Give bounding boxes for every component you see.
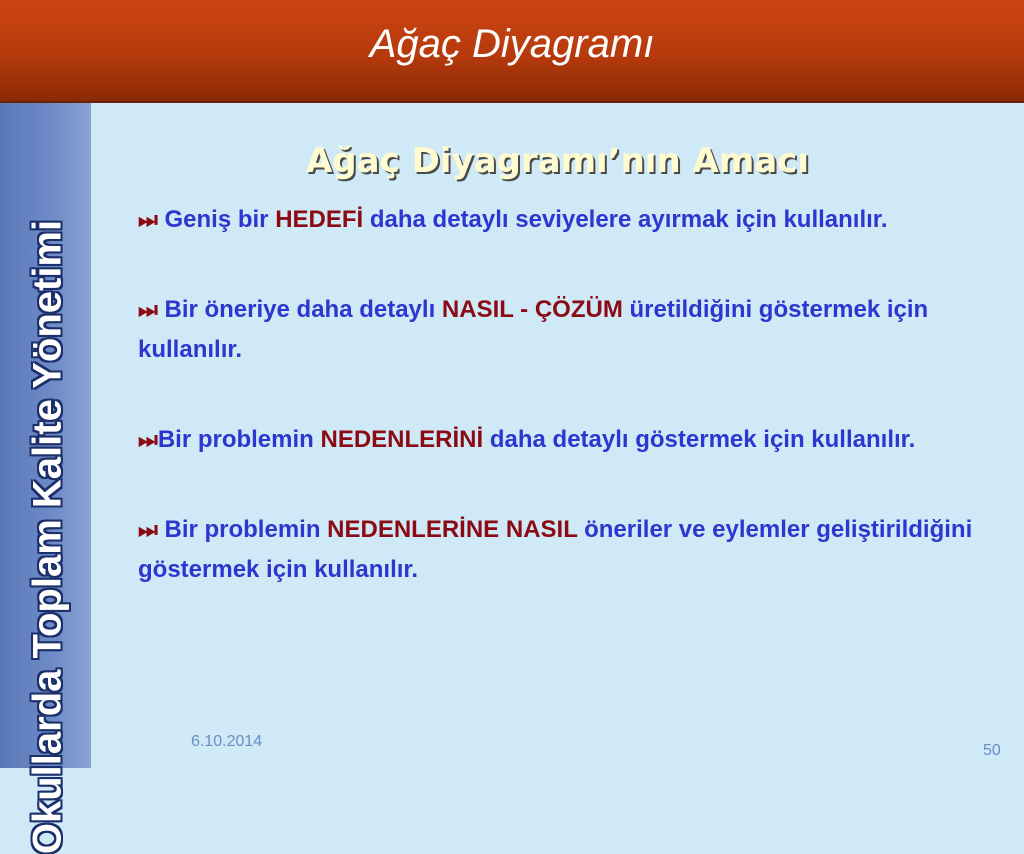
bullet-highlight: NEDENLERİNİ — [320, 426, 484, 453]
bullet-text: Bir öneriye daha detaylı — [157, 296, 442, 323]
bullet-item — [138, 200, 998, 240]
bullet-item — [138, 420, 998, 460]
footer-date: 6.10.2014 — [191, 733, 263, 750]
bullet-highlight: ÇÖZÜM — [534, 296, 623, 323]
bullet-highlight: NEDENLERİNE NASIL — [327, 516, 578, 543]
skip-forward-icon: ⏭ — [138, 207, 158, 232]
bullet-text: üretildiğini göstermek için kullanılır. — [138, 296, 929, 363]
skip-forward-icon: ⏭ — [138, 297, 158, 322]
bullet-text: Geniş bir — [157, 206, 276, 233]
skip-forward-icon: ⏭ — [138, 517, 158, 542]
page-number: 50 — [983, 742, 1001, 759]
bullet-list — [138, 200, 998, 640]
bullet-text: öneriler ve eylemler geliştirildiğini göstermek için kullanılır. — [138, 516, 973, 583]
sidebar-vertical-text: Okullarda Toplam Kalite Yönetimi — [25, 219, 70, 854]
bullet-item — [138, 510, 998, 590]
slide-header — [0, 0, 1024, 103]
sidebar-banner — [0, 103, 91, 854]
bullet-text: Bir problemin — [157, 426, 321, 453]
slide-title: Ağaç Diyagramı — [369, 22, 655, 66]
bullet-text: Bir problemin — [157, 516, 328, 543]
bullet-separator: - — [513, 296, 535, 323]
slide-subtitle: Ağaç Diyagramı’nın Amacı — [305, 141, 809, 181]
bullet-text: daha detaylı seviyelere ayırmak için kullanılır. — [363, 206, 888, 233]
skip-forward-icon: ⏭ — [138, 427, 158, 452]
bullet-item — [138, 290, 998, 370]
bullet-highlight: HEDEFİ — [275, 206, 364, 233]
bullet-highlight: NASIL — [441, 296, 514, 323]
bullet-text: daha detaylı göstermek için kullanılır. — [483, 426, 916, 453]
